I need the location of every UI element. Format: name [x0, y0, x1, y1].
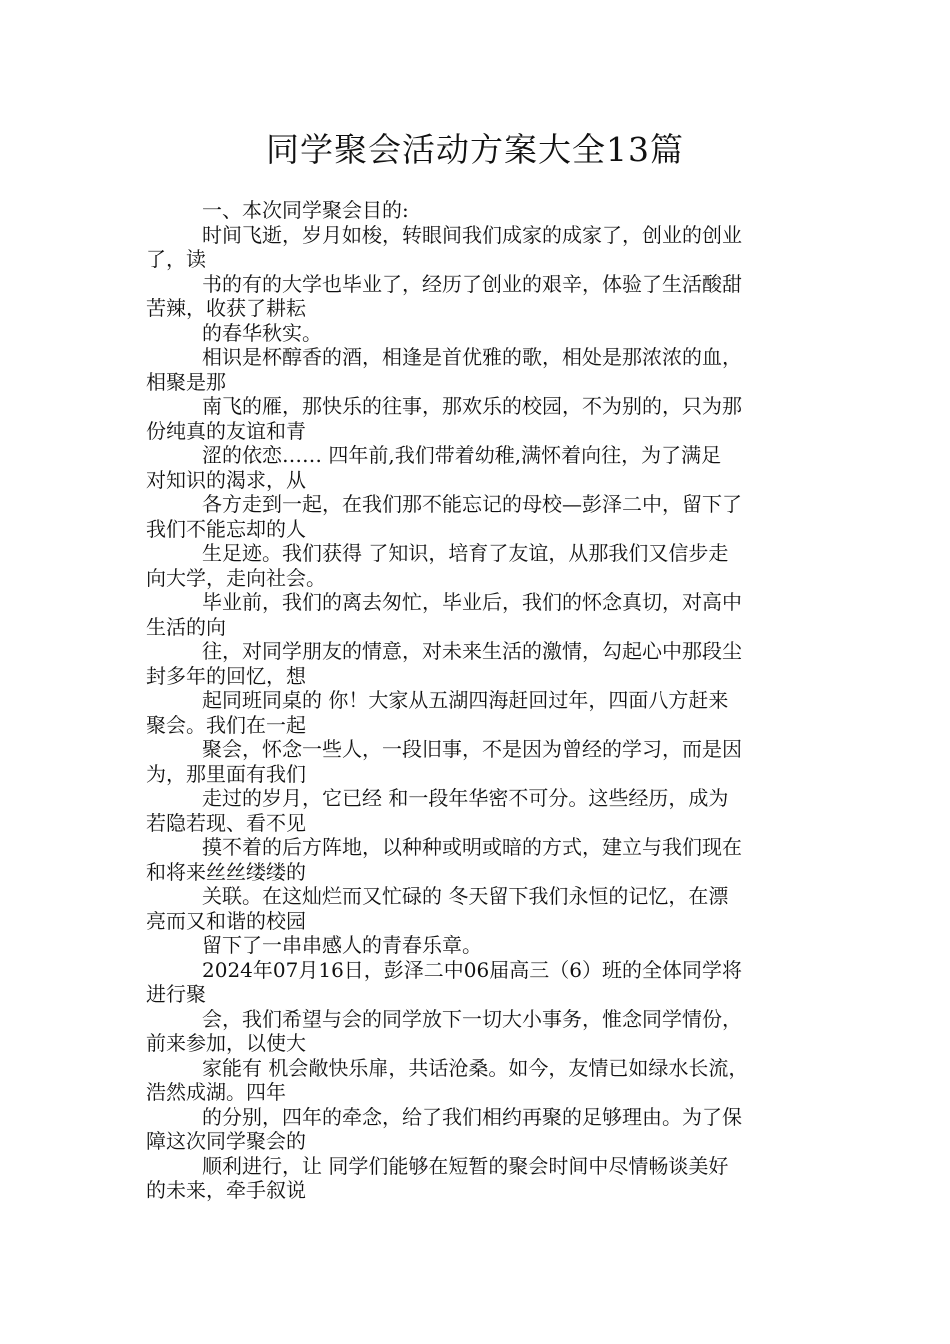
line-text: 南飞的雁，那快乐的往事，那欢乐的校园，不为别的，只为那 [202, 394, 742, 418]
paragraph-line [146, 835, 816, 884]
paragraph-line [146, 933, 816, 958]
line-continuation: 聚会。我们在一起 [146, 712, 306, 737]
line-continuation: 对知识的渴求，从 [146, 467, 306, 492]
paragraph-line [146, 884, 816, 933]
line-text: 时间飞逝，岁月如梭，转眼间我们成家的成家了，创业的创业 [202, 222, 742, 247]
paragraph-line [146, 1056, 816, 1105]
line-continuation: 相聚是那 [146, 369, 226, 394]
paragraph-line [146, 590, 816, 639]
line-text: 会，我们希望与会的同学放下一切大小事务，惟念同学情份， [202, 1006, 742, 1031]
line-text: 的春华秋实。 [202, 320, 322, 345]
paragraph-line [146, 541, 816, 590]
paragraph-line [146, 345, 816, 394]
line-text: 走过的岁月，它已经 和一段年华密不可分。这些经历，成为 [202, 786, 729, 810]
paragraph-line [146, 688, 816, 737]
paragraph-line [146, 492, 816, 541]
paragraph-line [146, 639, 816, 688]
line-text: 书的有的大学也毕业了，经历了创业的艰辛，体验了生活酸甜 [202, 271, 742, 296]
line-text: 留下了一串串感人的青春乐章。 [202, 933, 482, 957]
paragraph-line [146, 737, 816, 786]
line-continuation: 份纯真的友谊和青 [146, 418, 306, 443]
paragraph-line [146, 198, 816, 223]
line-text: 2024年07月16日，彭泽二中06届高三（6）班的全体同学将 [202, 957, 742, 982]
line-continuation: 我们不能忘却的人 [146, 516, 306, 541]
line-text: 毕业前，我们的离去匆忙，毕业后，我们的怀念真切，对高中 [202, 590, 742, 614]
line-continuation: 和将来丝丝缕缕的 [146, 859, 306, 884]
line-text: 相识是杯醇香的酒，相逢是首优雅的歌，相处是那浓浓的血， [202, 345, 742, 369]
line-text: 往，对同学朋友的情意，对未来生活的激情，勾起心中那段尘 [202, 639, 742, 663]
paragraph-line [146, 394, 816, 443]
line-continuation: 生活的向 [146, 614, 226, 639]
paragraph-line [146, 1105, 816, 1154]
line-continuation: 浩然成湖。四年 [146, 1080, 286, 1104]
line-continuation: 向大学，走向社会。 [146, 565, 326, 590]
line-text: 家能有 机会敞快乐扉，共话沧桑。如今，友情已如绿水长流， [202, 1055, 749, 1080]
paragraph-line [146, 1007, 816, 1056]
paragraph-line [146, 443, 816, 492]
paragraph-line [146, 1154, 816, 1203]
paragraph-line [146, 958, 816, 1007]
line-text: 一、本次同学聚会目的: [202, 198, 409, 222]
line-continuation: 前来参加，以使大 [146, 1031, 306, 1055]
line-continuation: 若隐若现、看不见 [146, 810, 306, 835]
line-continuation: 为，那里面有我们 [146, 761, 306, 786]
line-text: 的分别，四年的牵念，给了我们相约再聚的足够理由。为了保 [202, 1104, 742, 1129]
line-text: 聚会，怀念一些人，一段旧事，不是因为曾经的学习，而是因 [202, 737, 742, 761]
line-text: 顺利进行，让 同学们能够在短暂的聚会时间中尽情畅谈美好 [202, 1153, 729, 1178]
paragraph-line [146, 321, 816, 346]
document-body [146, 198, 816, 1203]
line-text: 生足迹。我们获得 了知识，培育了友谊，从那我们又信步走 [202, 541, 729, 565]
line-continuation: 障这次同学聚会的 [146, 1129, 306, 1153]
line-continuation: 进行聚 [146, 982, 206, 1006]
paragraph-line [146, 786, 816, 835]
document-title: 同学聚会活动方案大全13篇 [266, 130, 684, 169]
line-continuation: 的未来，牵手叙说 [146, 1178, 306, 1202]
line-continuation: 苦辣，收获了耕耘 [146, 296, 306, 320]
line-text: 关联。在这灿烂而又忙碌的 冬天留下我们永恒的记忆，在漂 [202, 884, 729, 908]
paragraph-line [146, 272, 816, 321]
paragraph-line [146, 223, 816, 272]
line-text: 起同班同桌的 你！大家从五湖四海赶回过年，四面八方赶来 [202, 688, 729, 712]
line-continuation: 封多年的回忆，想 [146, 663, 306, 688]
line-text: 涩的依恋…… 四年前,我们带着幼稚,满怀着向往，为了满足 [202, 443, 722, 467]
line-text: 各方走到一起，在我们那不能忘记的母校—彭泽二中，留下了 [202, 492, 742, 516]
line-continuation: 了，读 [146, 247, 206, 271]
line-continuation: 亮而又和谐的校园 [146, 908, 306, 933]
line-text: 摸不着的后方阵地，以种种或明或暗的方式，建立与我们现在 [202, 835, 742, 859]
